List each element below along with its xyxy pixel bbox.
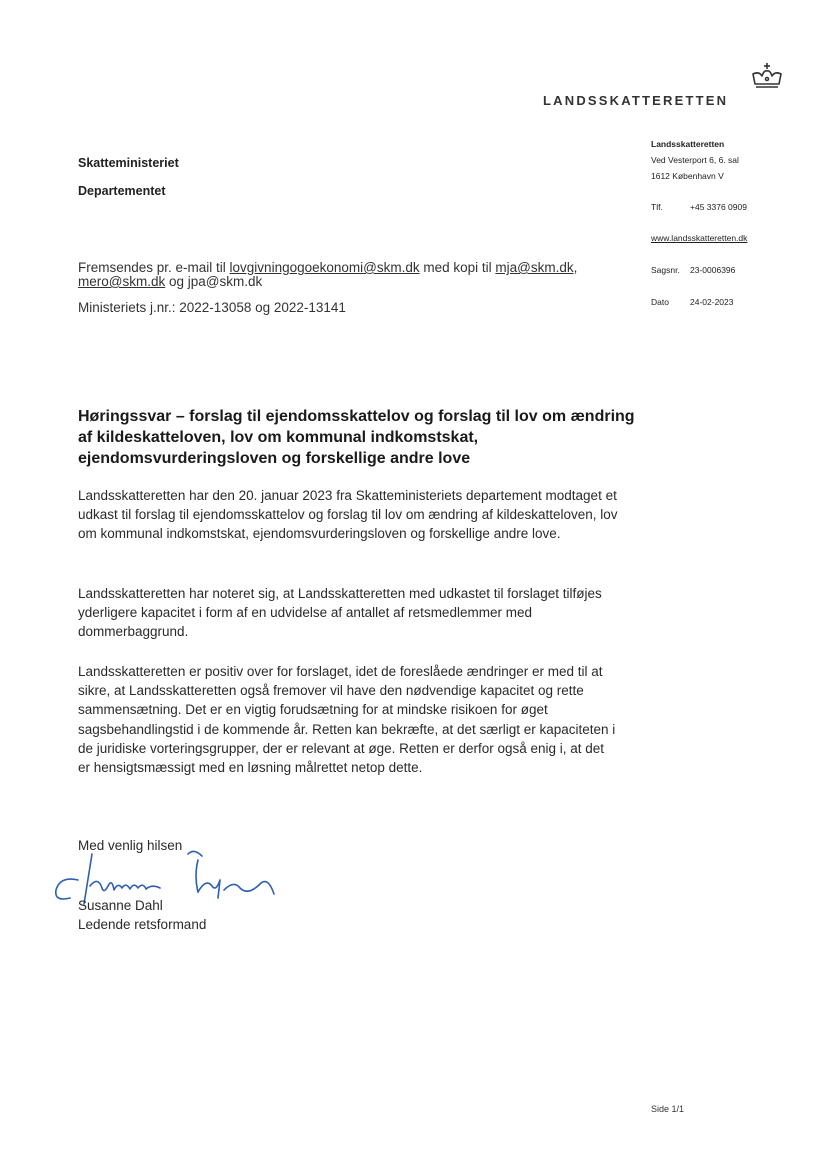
signer-name: Susanne Dahl — [78, 898, 163, 913]
dispatch-middle: med kopi til — [419, 260, 496, 275]
email-link-3[interactable]: mero@skm.dk — [78, 274, 166, 289]
paragraph-1: Landsskatteretten har den 20. januar 2023 fra Skatteministeriets departement modtaget et udkast til forslag til ejendomsskattelov og forslag til lov om ændring af kildeskatteloven, lov om kommunal indkomstskat, ejendomsvurderingsloven og forskellige andre love. — [78, 488, 618, 542]
dispatch-comma: , — [573, 260, 578, 275]
date-value: 24-02-2023 — [690, 297, 734, 307]
letter-date — [651, 295, 733, 310]
dispatch-and: og — [165, 274, 188, 289]
sender-phone — [651, 200, 747, 215]
case-number — [651, 263, 735, 278]
sender-name: Landsskatteretten — [651, 139, 725, 149]
case-label: Sagsnr. — [651, 265, 680, 275]
email-link-1[interactable]: lovgivningogoekonomi@skm.dk — [229, 260, 420, 275]
sender-address-line1: Ved Vesterport 6, 6. sal — [651, 155, 739, 165]
recipient-line1: Skatteministeriet — [78, 156, 179, 170]
phone-label: Tlf. — [651, 202, 663, 212]
dispatch-note — [78, 261, 618, 289]
email-link-4[interactable]: jpa@skm.dk — [187, 274, 263, 289]
dispatch-prefix: Fremsendes pr. e-mail til — [78, 260, 230, 275]
date-label: Dato — [651, 297, 669, 307]
signer-title: Ledende retsformand — [78, 917, 207, 932]
paragraph-2: Landsskatteretten har noteret sig, at Landsskatteretten med udkastet til forslaget tilføjes yderligere kapacitet i form af en udvidelse af antallet af retsmedlemmer med dommerbaggrund. — [78, 586, 602, 640]
letter-title: Høringssvar – forslag til ejendomsskattelov og forslag til lov om ændring af kildeskatteloven, lov om kommunal indkomstskat, ejendomsvurderingsloven og forskellige andre love — [78, 408, 635, 467]
logotype: LANDSSKATTERETTEN — [543, 93, 729, 108]
sender-website-link[interactable]: www.landsskatteretten.dk — [651, 233, 748, 243]
case-value: 23-0006396 — [690, 265, 736, 275]
paragraph-3: Landsskatteretten er positiv over for forslaget, idet de foreslåede ændringer er med til at sikre, at Landsskatteretten også fremover vil have den nødvendige kapacitet og rette sammensætning. Det er en vigtig forudsætning for at mindske risikoen for øget sagsbehandlingstid i de kommende år. Retten kan bekræfte, at det særligt er kapaciteten i de juridiske vorteringsgrupper, der er relevant at øge. Retten er derfor også enig i, at det er hensigtsmæssigt med en løsning målrettet netop dette. — [78, 664, 616, 776]
page-number: Side 1/1 — [651, 1104, 685, 1114]
crown-icon — [750, 62, 784, 92]
email-link-2[interactable]: mja@skm.dk — [495, 260, 574, 275]
sender-address-line2: 1612 København V — [651, 171, 724, 181]
phone-value: +45 3376 0909 — [690, 202, 747, 212]
ministry-reference: Ministeriets j.nr.: 2022-13058 og 2022-13141 — [78, 300, 346, 315]
recipient-line2: Departementet — [78, 184, 166, 198]
closing-greeting: Med venlig hilsen — [78, 838, 183, 853]
